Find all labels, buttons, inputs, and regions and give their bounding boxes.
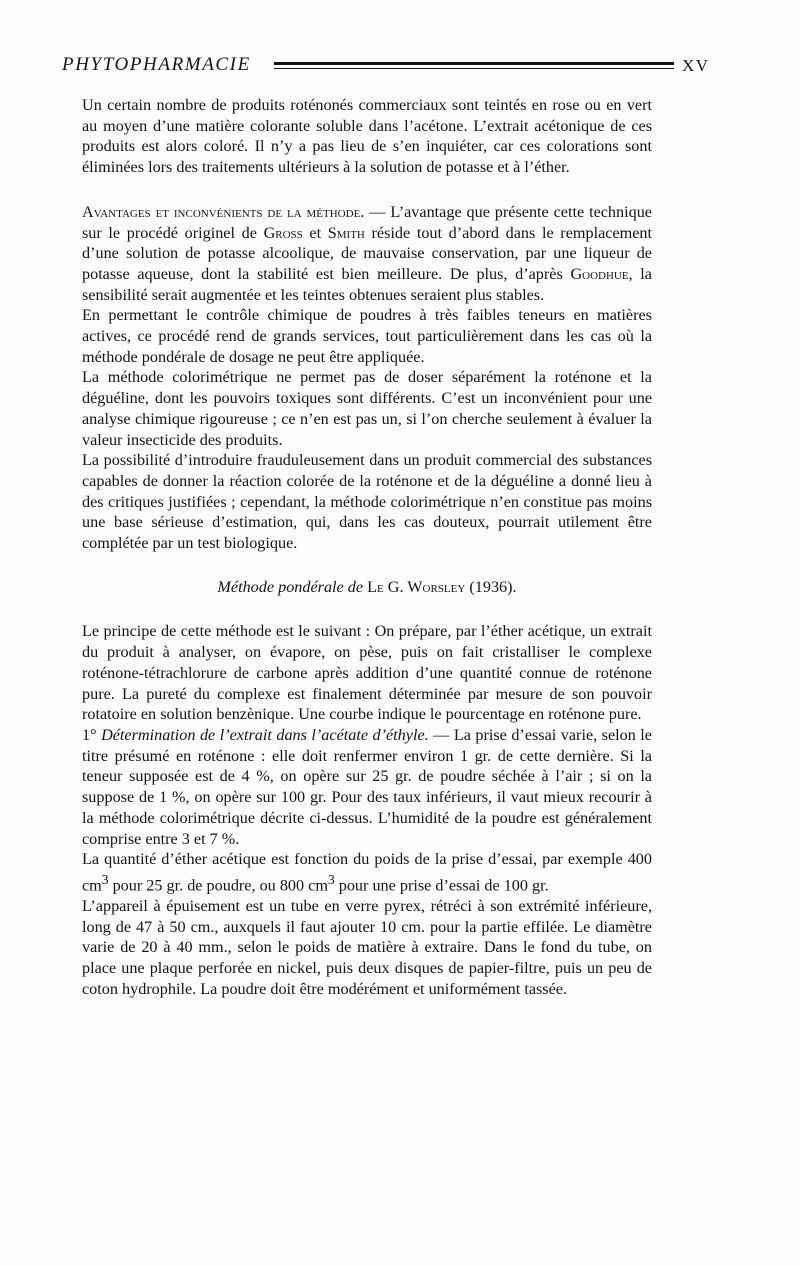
author-gross: Gross: [263, 223, 303, 242]
text-run: , la sensibilité serait augmentée et les teintes obtenues seraient plus stables.: [82, 264, 652, 304]
superscript: 3: [327, 871, 335, 887]
paragraph-ether-quantity: [82, 849, 652, 896]
paragraph-colorants: Un certain nombre de produits roténonés commerciaux sont teintés en rose ou en vert au moyen d’une matière colorante soluble dans l’acétone. L’extrait acétonique de ces produits est alors coloré. Il n’y a pas lieu de s’en inquiéter, car ces colorations sont éliminées lors des traitements ultérieurs à la solution de potasse et à l’éther.: [82, 96, 652, 177]
step-number: 1°: [82, 725, 102, 744]
paragraph-principle: Le principe de cette méthode est le suivant : On prépare, par l’éther acétique, un extrait du produit à analyser, on évapore, on pèse, puis on fait cristalliser le complexe roténone-tétrachlorure de carbone après addition d’une quantité connue de roténone pure. La pureté du complexe est finalement déterminée par mesure de son pouvoir rotatoire en solution benzènique. Une courbe indique le pourcentage en roténone pure.: [82, 622, 652, 724]
superscript: 3: [101, 871, 109, 887]
text-run: pour une prise d’essai de 100 gr.: [334, 876, 549, 895]
text-run: La quantité d’éther acétique est fonction du poids de la prise d’essai, par exemple 400 cm: [82, 850, 652, 895]
text-run: réside tout d’abord dans le remplacement d’une solution de potasse alcoolique, de mauvaise conservation, par une liqueur de potasse aqueuse, dont la stabilité est bien meilleure. De plus, d’après: [82, 223, 652, 283]
paragraph-colorimetric-limits: La méthode colorimétrique ne permet pas de doser séparément la roténone et la déguéline, dont les pouvoirs toxiques sont différents. C’est un inconvénient pour une analyse chimique rigoureuse ; ce n’en est pas un, si l’on cherche seulement à évaluer la valeur insecticide des produits.: [82, 368, 652, 449]
running-title: PHYTOPHARMACIE: [62, 54, 251, 75]
author-goodhue: Goodhue: [570, 264, 629, 283]
text-run: — L’avantage que présente cette technique sur le procédé originel de: [82, 202, 652, 242]
paragraph-fraud: La possibilité d’introduire frauduleusement dans un produit commercial des substances capables de donner la réaction colorée de la roténone et de la déguéline a donné lieu à des critiques justifiées ; cependant, la méthode colorimétrique n’en constitue pas moins une base sérieuse d’estimation, qui, dans les cas douteux, pourrait utilement être complétée par un test biologique.: [82, 451, 652, 553]
paragraph-extract-determination: [82, 725, 652, 849]
section-title-italic: Méthode pondérale de: [217, 577, 364, 596]
section-title: [82, 577, 652, 598]
section-heading-advantages: Avantages et inconvénients de la méthode.: [82, 202, 365, 221]
paragraph-advantages: [82, 202, 652, 306]
text-run: — La prise d’essai varie, selon le titre présumé en roténone : elle doit renfermer environ 1 gr. de cette dernière. Si la teneur supposée est de 4 %, on opère sur 25 gr. de poudre séchée à l’air ; si on la suppose de 1 %, on opère sur 100 gr. Pour des taux inférieurs, il vaut mieux recourir à la méthode colorimétrique décrite ci-dessus. L’humidité de la poudre est généralement comprise entre 3 et 7 %.: [82, 725, 652, 848]
page-body: [82, 95, 652, 1000]
page-header: [62, 52, 710, 82]
text-run: et: [302, 223, 328, 242]
section-title-year: (1936).: [469, 577, 517, 596]
step-title: Détermination de l’extrait dans l’acétate d’éthyle.: [101, 725, 429, 744]
page-number: XV: [682, 56, 710, 75]
paragraph-control: En permettant le contrôle chimique de poudres à très faibles teneurs en matières actives, ce procédé rend de grands services, tout particulièrement dans les cas où la méthode pondérale de dosage ne peut être appliquée.: [82, 306, 652, 366]
paragraph-apparatus: L’appareil à épuisement est un tube en verre pyrex, rétréci à son extrémité inférieure, long de 47 à 50 cm., auxquels il faut ajouter 10 cm. pour la partie effilée. Le diamètre varie de 20 à 40 mm., selon le poids de matière à extraire. Dans le fond du tube, on place une plaque perforée en nickel, puis deux disques de papier-filtre, puis un peu de coton hydrophile. La poudre doit être modérément et uniformément tassée.: [82, 897, 652, 998]
section-title-author: Le G. Worsley: [367, 577, 466, 596]
header-rule: [274, 62, 674, 69]
text-run: pour 25 gr. de poudre, ou 800 cm: [108, 876, 328, 895]
author-smith: Smith: [327, 223, 365, 242]
